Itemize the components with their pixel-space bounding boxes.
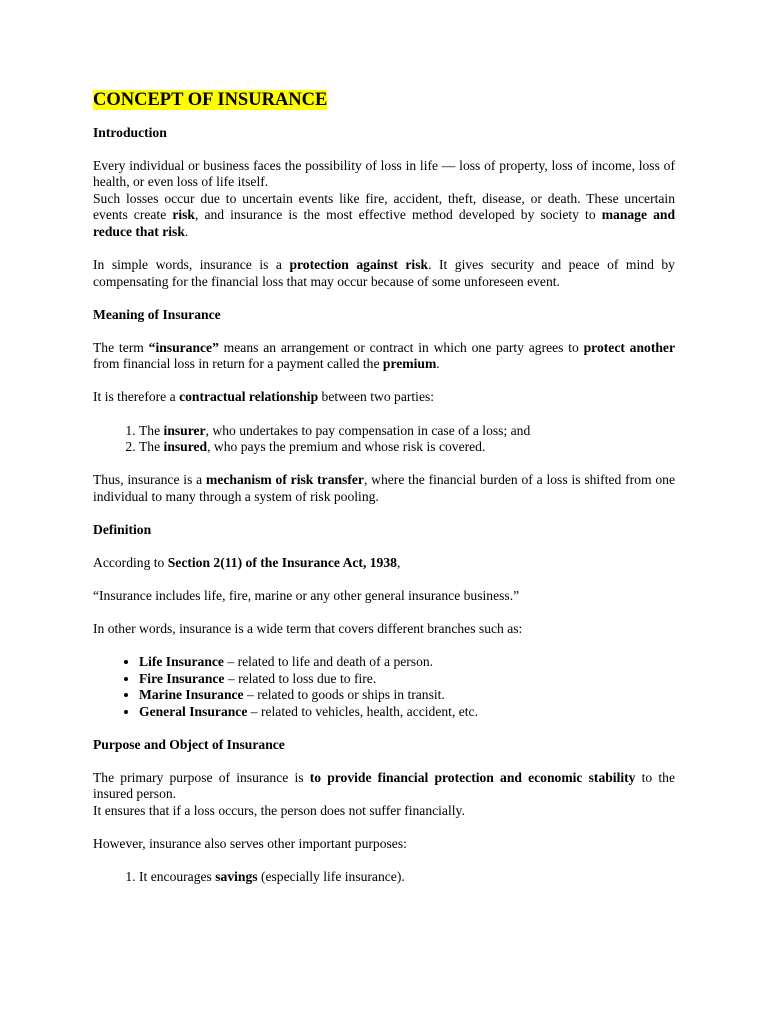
heading-purpose: Purpose and Object of Insurance (93, 737, 285, 753)
document-body (93, 88, 675, 903)
list-item: • General Insurance – related to vehicles, health, accident, etc. (139, 704, 675, 721)
list-item: 2. The insured, who pays the premium and whose risk is covered. (139, 439, 675, 456)
heading-meaning: Meaning of Insurance (93, 306, 221, 322)
definition-paragraph-2: In other words, insurance is a wide term that covers different branches such as: (93, 621, 523, 637)
definition-paragraph-1: According to Section 2(11) of the Insurance Act, 1938, (93, 554, 401, 570)
document-title: CONCEPT OF INSURANCE (93, 90, 328, 110)
intro-paragraph-1: Every individual or business faces the possibility of loss in life — loss of property, loss of income, loss of health, or even loss of life itself. Such losses occur due to uncertain events like fire, accident, theft, disease, or death. These uncertain events create risk, and insurance is the most effective method developed by society to manage and reduce that risk. (93, 157, 676, 239)
purposes-list (93, 869, 675, 886)
meaning-paragraph-1: The term “insurance” means an arrangement or contract in which one party agrees to protect another from financial loss in return for a payment called the premium. (93, 339, 675, 372)
list-item: • Life Insurance – related to life and death of a person. (139, 654, 675, 671)
heading-introduction: Introduction (93, 125, 167, 140)
list-item: 1. The insurer, who undertakes to pay compensation in case of a loss; and (139, 423, 675, 440)
purpose-paragraph-2: However, insurance also serves other important purposes: (93, 836, 407, 852)
purpose-paragraph-1: The primary purpose of insurance is to provide financial protection and economic stability to the insured person. It ensures that if a loss occurs, the person does not suffer financially. (93, 769, 675, 818)
branches-list (93, 654, 675, 720)
definition-quote: “Insurance includes life, fire, marine or any other general insurance business.” (93, 587, 520, 603)
parties-list (93, 423, 675, 456)
meaning-paragraph-3: Thus, insurance is a mechanism of risk transfer, where the financial burden of a loss is shifted from one individual to many through a system of risk pooling. (93, 472, 675, 504)
list-item: • Marine Insurance – related to goods or ships in transit. (139, 687, 675, 704)
list-item: 1. It encourages savings (especially life insurance). (139, 869, 675, 886)
heading-definition: Definition (93, 522, 152, 538)
meaning-paragraph-2: It is therefore a contractual relationship between two parties: (93, 389, 435, 405)
list-item: • Fire Insurance – related to loss due to fire. (139, 671, 675, 688)
intro-paragraph-2: In simple words, insurance is a protection against risk. It gives security and peace of mind by compensating for the financial loss that may occur because of some unforeseen event. (93, 257, 675, 289)
